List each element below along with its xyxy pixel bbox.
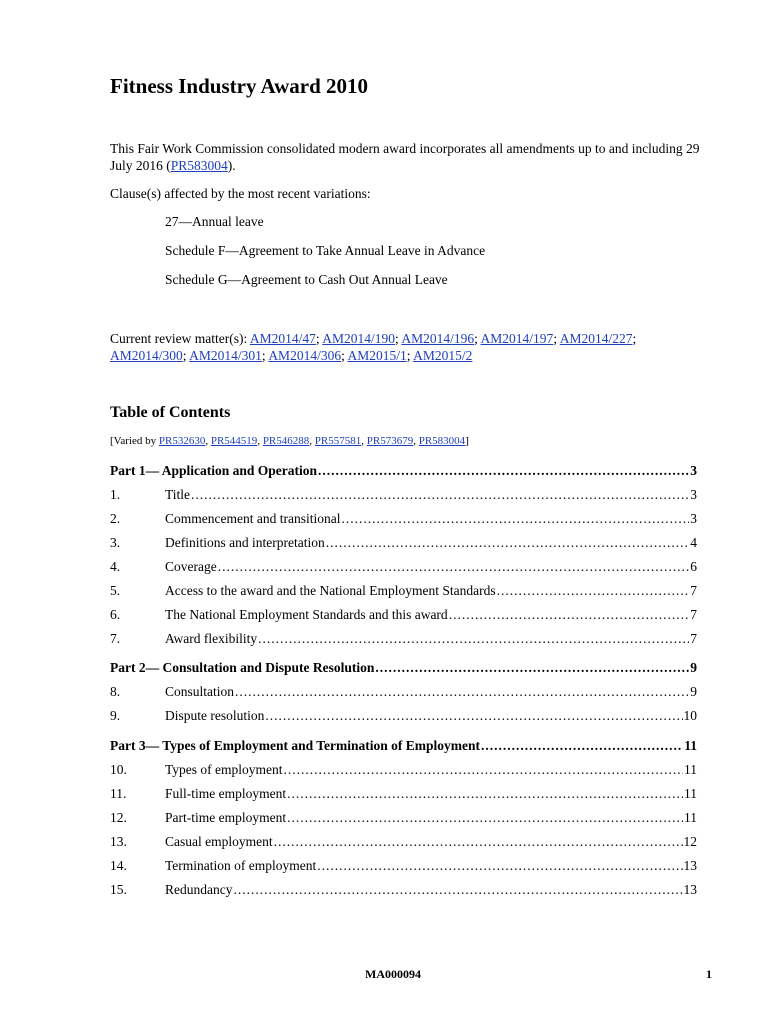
toc-number: 6.	[110, 607, 121, 622]
toc-row[interactable]	[110, 810, 697, 828]
toc-number: 8.	[110, 684, 121, 699]
review-label: Current review matter(s):	[110, 331, 250, 346]
toc-number: 11.	[110, 786, 127, 801]
review-link[interactable]: AM2014/301	[189, 348, 262, 363]
toc-page: 7	[690, 631, 697, 646]
varied-link[interactable]: PR583004	[418, 435, 466, 447]
toc-leader	[258, 631, 689, 647]
toc-page: 3	[690, 487, 697, 502]
toc-number: 12.	[110, 810, 127, 825]
toc-number: 5.	[110, 583, 121, 598]
toc-page: 9	[690, 684, 697, 699]
toc-leader	[284, 762, 683, 778]
toc-part-row[interactable]	[110, 660, 697, 678]
clause-item: Schedule G—Agreement to Cash Out Annual Leave	[165, 272, 448, 287]
toc-row[interactable]	[110, 607, 697, 625]
toc-leader	[191, 487, 689, 503]
varied-prefix: [Varied by	[110, 435, 159, 447]
toc-heading: Table of Contents	[110, 404, 231, 421]
toc-row[interactable]	[110, 487, 697, 505]
toc-title: Termination of employment	[165, 858, 317, 873]
page-title: Fitness Industry Award 2010	[110, 74, 369, 98]
toc-leader	[218, 559, 690, 575]
toc-leader	[317, 858, 682, 874]
toc-leader	[318, 463, 689, 479]
toc-number: 2.	[110, 511, 121, 526]
footer-award-code: MA000094	[365, 967, 421, 981]
toc-row[interactable]	[110, 882, 697, 900]
toc-page: 6	[690, 559, 697, 574]
review-link[interactable]: AM2014/196	[401, 331, 475, 346]
toc-row[interactable]	[110, 708, 697, 726]
review-link[interactable]: AM2014/300	[110, 348, 183, 363]
review-link[interactable]: AM2015/1	[347, 348, 407, 363]
toc-title: Dispute resolution	[165, 708, 265, 723]
toc-part-title: Part 2— Consultation and Dispute Resolution	[110, 660, 375, 675]
toc-leader	[341, 511, 689, 527]
toc-title: Full-time employment	[165, 786, 287, 801]
toc-part-title: Part 1— Application and Operation	[110, 463, 318, 478]
review-link[interactable]: AM2015/2	[413, 348, 473, 363]
varied-by-line: [Varied by PR532630, PR544519, PR546288, PR557581, PR573679, PR583004]	[110, 435, 469, 447]
toc-number: 9.	[110, 708, 121, 723]
toc-page: 11	[684, 762, 697, 777]
toc-part-row[interactable]	[110, 463, 697, 481]
toc-title: Casual employment	[165, 834, 273, 849]
toc-title: Access to the award and the National Employment Standards	[165, 583, 496, 598]
toc-row[interactable]	[110, 511, 697, 529]
toc-leader	[326, 535, 690, 551]
review-link[interactable]: AM2014/190	[322, 331, 395, 346]
toc-title: Consultation	[165, 684, 235, 699]
toc-page: 11	[684, 786, 697, 801]
clause-item: 27—Annual leave	[165, 214, 264, 229]
toc-leader	[481, 738, 683, 754]
toc-row[interactable]	[110, 786, 697, 804]
toc-title: The National Employment Standards and this award	[165, 607, 448, 622]
toc-number: 7.	[110, 631, 121, 646]
toc-number: 13.	[110, 834, 127, 849]
toc-page: 7	[690, 583, 697, 598]
intro-link[interactable]: PR583004	[170, 158, 228, 173]
varied-suffix: ]	[465, 435, 469, 447]
toc-row[interactable]	[110, 559, 697, 577]
toc-page: 7	[690, 607, 697, 622]
toc-leader	[375, 660, 689, 676]
toc-page: 4	[690, 535, 697, 550]
intro-paragraph	[110, 140, 700, 174]
toc-number: 1.	[110, 487, 121, 502]
toc-page: 3	[690, 463, 697, 478]
toc-title: Award flexibility	[165, 631, 258, 646]
toc-title: Commencement and transitional	[165, 511, 341, 526]
toc-leader	[287, 786, 683, 802]
varied-link[interactable]: PR544519	[210, 435, 258, 447]
toc-title: Part-time employment	[165, 810, 287, 825]
toc-leader	[449, 607, 690, 623]
footer-page-number: 1	[706, 967, 712, 981]
toc-row[interactable]	[110, 535, 697, 553]
review-link[interactable]: AM2014/306	[268, 348, 342, 363]
toc-row[interactable]	[110, 858, 697, 876]
toc-row[interactable]	[110, 762, 697, 780]
toc-title: Title	[165, 487, 191, 502]
toc-row[interactable]	[110, 834, 697, 852]
toc-leader	[274, 834, 683, 850]
intro-text: This Fair Work Commission consolidated modern award incorporates all amendments up to and including 29 July 2016 (	[110, 141, 700, 173]
review-matters: Current review matter(s): AM2014/47; AM2014/190; AM2014/196; AM2014/197; AM2014/227; AM2014/300; AM2014/301; AM2014/306; AM2015/1; AM2015/2	[110, 331, 637, 363]
toc-number: 3.	[110, 535, 121, 550]
toc-page: 11	[684, 738, 697, 753]
clauses-heading: Clause(s) affected by the most recent variations:	[110, 186, 371, 201]
toc-leader	[265, 708, 682, 724]
toc-leader	[497, 583, 690, 599]
toc-row[interactable]	[110, 684, 697, 702]
toc-title: Coverage	[165, 559, 217, 574]
toc-part-title: Part 3— Types of Employment and Termination of Employment	[110, 738, 481, 753]
varied-link[interactable]: PR546288	[262, 435, 310, 447]
toc-row[interactable]	[110, 631, 697, 649]
toc-number: 14.	[110, 858, 127, 873]
toc-title: Redundancy	[165, 882, 233, 897]
toc-page: 11	[684, 810, 697, 825]
review-link[interactable]: AM2014/197	[480, 331, 554, 346]
toc-page: 9	[690, 660, 697, 675]
toc-page: 10	[683, 708, 697, 723]
toc-page: 12	[683, 834, 697, 849]
varied-link[interactable]: PR573679	[366, 435, 414, 447]
clause-item: Schedule F—Agreement to Take Annual Leave in Advance	[165, 243, 486, 258]
toc-leader	[235, 684, 689, 700]
toc-number: 4.	[110, 559, 121, 574]
toc-title: Definitions and interpretation	[165, 535, 325, 550]
toc-leader	[233, 882, 682, 898]
toc-page: 13	[683, 882, 697, 897]
varied-link[interactable]: PR532630	[158, 435, 206, 447]
toc-row[interactable]	[110, 583, 697, 601]
toc-leader	[287, 810, 683, 826]
intro-text-end: ).	[227, 158, 236, 173]
review-link[interactable]: AM2014/47	[249, 331, 316, 346]
toc-number: 10.	[110, 762, 127, 777]
toc-number: 15.	[110, 882, 127, 897]
varied-link[interactable]: PR557581	[314, 435, 362, 447]
review-link[interactable]: AM2014/227	[559, 331, 633, 346]
toc-page: 13	[683, 858, 697, 873]
toc-part-row[interactable]	[110, 738, 697, 756]
toc-page: 3	[690, 511, 697, 526]
toc-title: Types of employment	[165, 762, 283, 777]
